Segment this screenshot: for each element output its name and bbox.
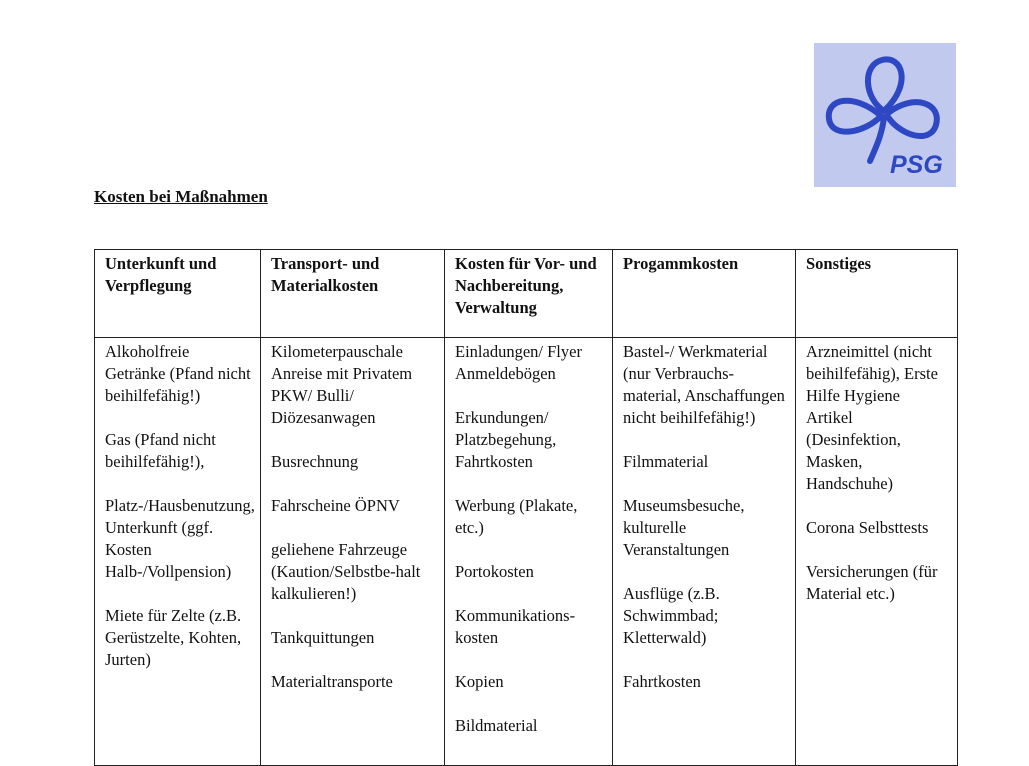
- list-item: Alkoholfreie Getränke (Pfand nicht beihilfefähig!): [105, 342, 251, 405]
- header-vorbereitung: Kosten für Vor- und Nachbereitung, Verwaltung: [445, 250, 613, 338]
- column-unterkunft: [95, 338, 261, 766]
- list-item: Tankquittungen: [271, 628, 375, 647]
- cost-table: [94, 249, 958, 766]
- list-item: Fahrscheine ÖPNV: [271, 496, 400, 515]
- list-item: Kopien: [455, 672, 504, 691]
- list-item: Busrechnung: [271, 452, 359, 471]
- column-sonstiges: [796, 338, 958, 766]
- list-item: Museumsbesuche, kulturelle Veranstaltungen: [623, 496, 745, 559]
- list-item: Materialtransporte: [271, 672, 393, 691]
- list-item: Bildmaterial: [455, 716, 538, 735]
- header-programmkosten: Progammkosten: [613, 250, 796, 338]
- list-item: Kommunikations-kosten: [455, 606, 576, 647]
- psg-logo: [814, 43, 956, 187]
- table-row: [95, 338, 958, 766]
- cloverleaf-icon: [814, 43, 956, 187]
- list-item: geliehene Fahrzeuge (Kaution/Selbstbe-halt kalkulieren!): [271, 540, 421, 603]
- logo-text: PSG: [890, 151, 943, 179]
- document-title: Kosten bei Maßnahmen: [94, 187, 268, 206]
- list-item: Portokosten: [455, 562, 534, 581]
- list-item: Einladungen/ Flyer Anmeldebögen: [455, 342, 582, 383]
- header-unterkunft: Unterkunft und Verpflegung: [95, 250, 261, 338]
- list-item: Erkundungen/ Platzbegehung, Fahrtkosten: [455, 408, 557, 471]
- list-item: Kilometerpauschale Anreise mit Privatem PKW/ Bulli/ Diözesanwagen: [271, 342, 413, 427]
- column-transport: [261, 338, 445, 766]
- table-header-row: [95, 250, 958, 338]
- header-sonstiges: Sonstiges: [796, 250, 958, 338]
- list-item: Gas (Pfand nicht beihilfefähig!),: [105, 430, 216, 471]
- list-item: Miete für Zelte (z.B. Gerüstzelte, Kohten, Jurten): [105, 606, 242, 669]
- column-vorbereitung: [445, 338, 613, 766]
- list-item: Werbung (Plakate, etc.): [455, 496, 578, 537]
- list-item: Fahrtkosten: [623, 672, 701, 691]
- list-item: Versicherungen (für Material etc.): [806, 562, 938, 603]
- list-item: Arzneimittel (nicht beihilfefähig), Erste Hilfe Hygiene Artikel (Desinfektion, Masken, Handschuhe): [806, 342, 938, 493]
- list-item: Corona Selbsttests: [806, 518, 929, 537]
- list-item: Ausflüge (z.B. Schwimmbad; Kletterwald): [623, 584, 720, 647]
- list-item: Filmmaterial: [623, 452, 709, 471]
- column-programmkosten: [613, 338, 796, 766]
- list-item: Platz-/Hausbenutzung, Unterkunft (ggf. Kosten Halb-/Vollpension): [105, 496, 255, 581]
- list-item: Bastel-/ Werkmaterial (nur Verbrauchs-material, Anschaffungen nicht beihilfefähig!): [623, 342, 785, 427]
- header-transport: Transport- und Materialkosten: [261, 250, 445, 338]
